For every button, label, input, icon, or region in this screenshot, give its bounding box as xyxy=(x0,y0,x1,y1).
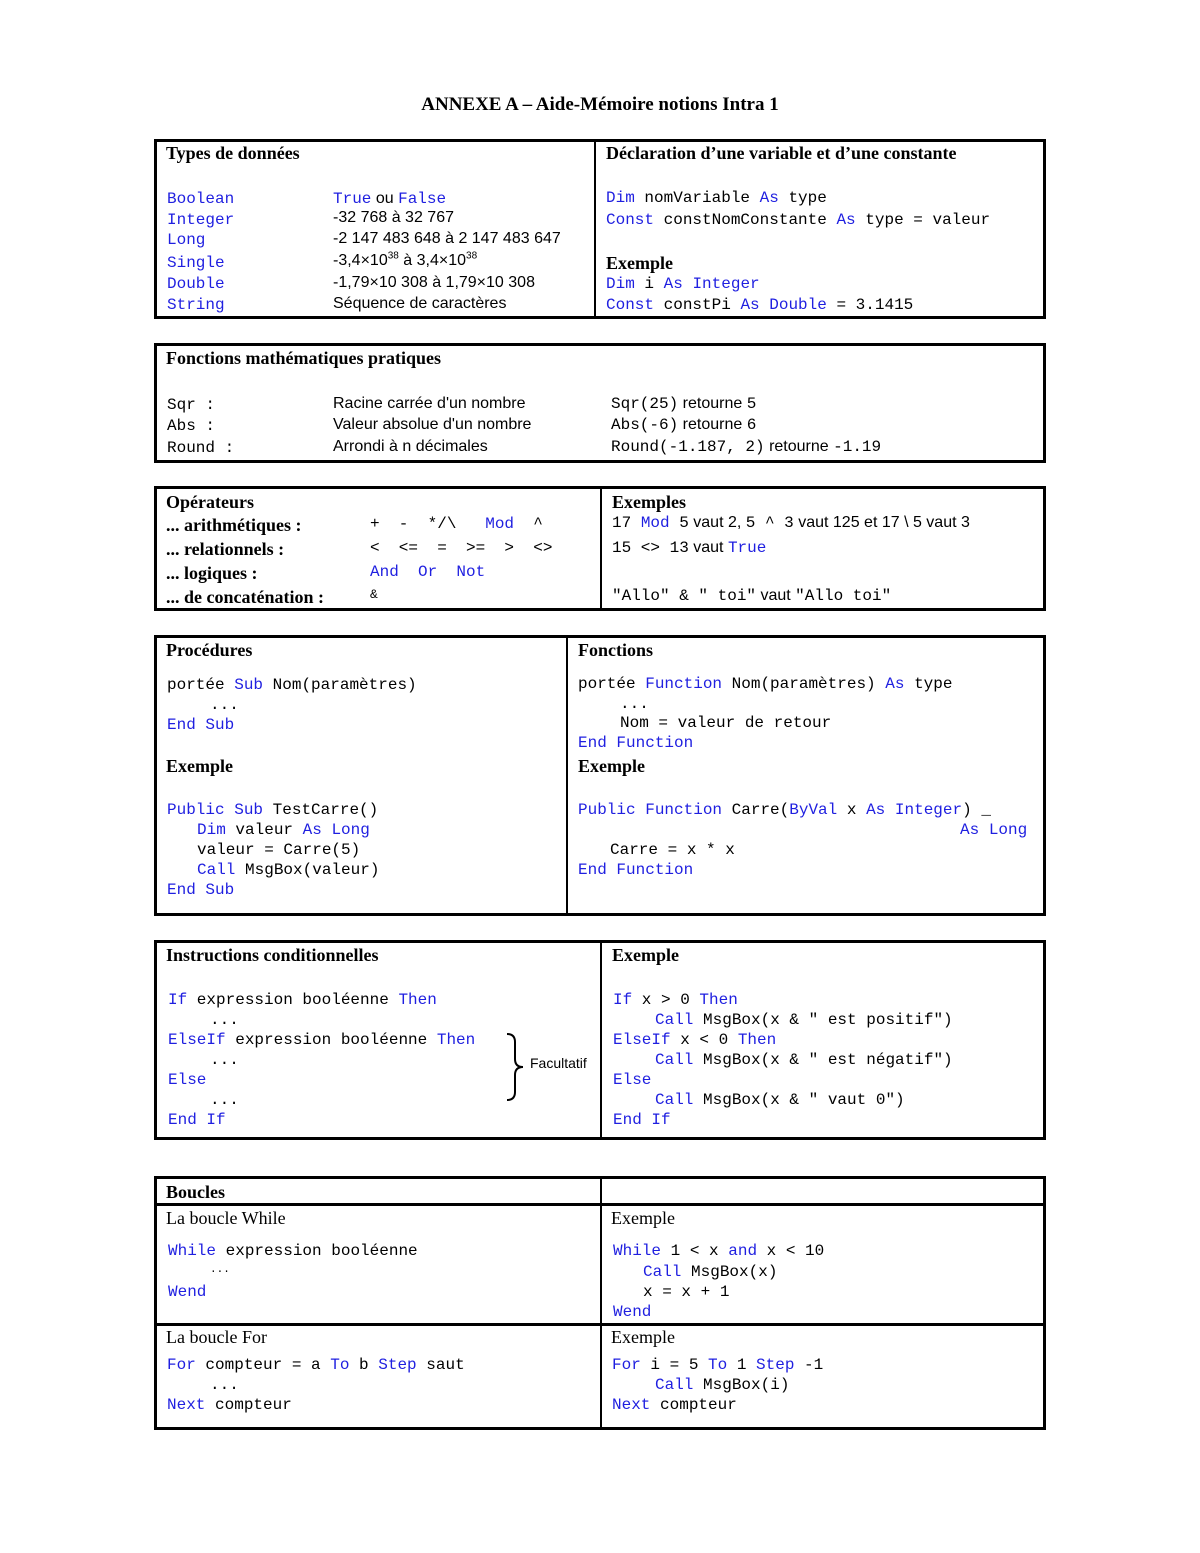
loop-title: La boucle While xyxy=(166,1208,286,1228)
math-example: Abs(-6) retourne 6 xyxy=(611,416,757,434)
code-line: Call MsgBox(x & " est négatif") xyxy=(655,1051,953,1069)
example-line: Const constPi As Double = 3.1415 xyxy=(606,296,914,314)
operators-list: + - */\ Mod ^ xyxy=(370,515,543,533)
code-line: End If xyxy=(613,1111,671,1129)
code-line: End Function xyxy=(578,861,694,879)
divider xyxy=(594,141,596,317)
operators-label: ... logiques : xyxy=(166,563,258,583)
math-fn: Round : xyxy=(167,439,235,457)
page-title: ANNEXE A – Aide-Mémoire notions Intra 1 xyxy=(421,94,779,115)
code-line: ... xyxy=(210,1264,230,1276)
brace-icon xyxy=(503,1032,527,1102)
divider xyxy=(600,942,602,1138)
code-line: Public Sub TestCarre() xyxy=(167,801,379,819)
example-line: Dim i As Integer xyxy=(606,275,760,293)
divider xyxy=(156,1203,1044,1206)
type-range: -1,79×10 308 à 1,79×10 308 xyxy=(333,274,535,291)
math-fn: Sqr : xyxy=(167,396,216,414)
type-name: Long xyxy=(167,231,206,249)
code-line: While expression booléenne xyxy=(168,1242,418,1260)
divider xyxy=(156,1323,1044,1326)
code-line: If x > 0 Then xyxy=(613,991,738,1009)
operator-example: "Allo" & " toi" vaut "Allo toi" xyxy=(612,587,892,605)
loop-title: La boucle For xyxy=(166,1327,267,1347)
code-line: valeur = Carre(5) xyxy=(197,841,361,859)
code-line: Call MsgBox(x) xyxy=(643,1263,778,1281)
loop-example-title: Exemple xyxy=(611,1327,675,1347)
code-line: Dim valeur As Long xyxy=(197,821,370,839)
math-desc: Arrondi à n décimales xyxy=(333,438,488,455)
type-range: Séquence de caractères xyxy=(333,295,507,312)
code-line: Wend xyxy=(613,1303,652,1321)
code-line: ElseIf expression booléenne Then xyxy=(168,1031,476,1049)
code-line: Call MsgBox(x & " est positif") xyxy=(655,1011,953,1029)
code-line: End If xyxy=(168,1111,226,1129)
procedures-heading: Procédures xyxy=(166,640,253,660)
divider xyxy=(600,1178,602,1428)
code-line: Call MsgBox(x & " vaut 0") xyxy=(655,1091,905,1109)
types-declaration-box xyxy=(154,139,1046,319)
operators-list: < <= = >= > <> xyxy=(370,539,553,557)
type-name: Boolean xyxy=(167,190,235,208)
operators-list: & xyxy=(370,587,378,602)
declaration-line: Const constNomConstante As type = valeur xyxy=(606,211,991,229)
code-line: End Function xyxy=(578,734,694,752)
declaration-heading: Déclaration d’une variable et d’une constante xyxy=(606,143,957,163)
code-line: Next compteur xyxy=(612,1396,737,1414)
type-range: $-3,4\times 10^{38}$ à $3,4\times 10^{38}$ xyxy=(333,250,478,269)
types-heading: Types de données xyxy=(166,143,300,163)
math-example: Sqr(25) retourne 5 xyxy=(611,395,757,413)
code-line: x = x + 1 xyxy=(643,1283,730,1301)
code-line: As Long xyxy=(960,821,1028,839)
functions-heading: Fonctions xyxy=(578,640,654,660)
type-name: Double xyxy=(167,275,225,293)
operators-list: And Or Not xyxy=(370,563,486,581)
code-line: ... xyxy=(620,695,649,713)
code-line: Nom = valeur de retour xyxy=(620,714,832,732)
divider xyxy=(566,637,568,914)
code-line: For i = 5 To 1 Step -1 xyxy=(612,1356,824,1374)
code-line: Carre = x * x xyxy=(610,841,735,859)
example-heading: Exemple xyxy=(612,945,679,965)
type-name: String xyxy=(167,296,225,314)
code-line: Wend xyxy=(168,1283,207,1301)
math-desc: Valeur absolue d'un nombre xyxy=(333,416,532,433)
code-line: For compteur = a To b Step saut xyxy=(167,1356,465,1374)
example-heading: Exemple xyxy=(578,756,645,776)
divider xyxy=(600,488,602,609)
optional-label: Facultatif xyxy=(530,1055,587,1071)
code-line: ... xyxy=(210,696,239,714)
operators-label: ... arithmétiques : xyxy=(166,515,302,535)
example-heading: Exemple xyxy=(166,756,233,776)
math-example: Round(-1.187, 2) retourne -1.19 xyxy=(611,438,882,456)
code-line: End Sub xyxy=(167,881,235,899)
declaration-line: Dim nomVariable As type xyxy=(606,189,827,207)
type-name: Integer xyxy=(167,211,235,229)
math-desc: Racine carrée d'un nombre xyxy=(333,395,526,412)
code-line: ... xyxy=(210,1091,239,1109)
code-line: ... xyxy=(210,1011,239,1029)
code-line: portée Function Nom(paramètres) As type xyxy=(578,675,953,693)
code-line: ... xyxy=(210,1051,239,1069)
code-line: ... xyxy=(210,1376,239,1394)
loops-heading: Boucles xyxy=(166,1182,226,1202)
conditionals-heading: Instructions conditionnelles xyxy=(166,945,379,965)
code-line: While 1 < x and x < 10 xyxy=(613,1242,825,1260)
loop-example-title: Exemple xyxy=(611,1208,675,1228)
operators-heading: Opérateurs xyxy=(166,492,254,512)
code-line: portée Sub Nom(paramètres) xyxy=(167,676,417,694)
operator-example: 15 <> 13 vaut True xyxy=(612,539,767,557)
code-line: If expression booléenne Then xyxy=(168,991,437,1009)
type-range: -2 147 483 648 à 2 147 483 647 xyxy=(333,230,561,247)
code-line: Call MsgBox(i) xyxy=(655,1376,790,1394)
examples-heading: Exemples xyxy=(612,492,686,512)
code-line: Else xyxy=(168,1071,207,1089)
type-name: Single xyxy=(167,254,225,272)
example-heading: Exemple xyxy=(606,253,673,273)
code-line: End Sub xyxy=(167,716,235,734)
type-range: True ou False xyxy=(333,190,447,208)
code-line: Public Function Carre(ByVal x As Integer) _ xyxy=(578,801,991,819)
operators-label: ... relationnels : xyxy=(166,539,285,559)
type-range: -32 768 à 32 767 xyxy=(333,209,454,226)
code-line: Call MsgBox(valeur) xyxy=(197,861,380,879)
code-line: Else xyxy=(613,1071,652,1089)
code-line: ElseIf x < 0 Then xyxy=(613,1031,777,1049)
operators-label: ... de concaténation : xyxy=(166,587,324,607)
math-fn: Abs : xyxy=(167,417,216,435)
code-line: Next compteur xyxy=(167,1396,292,1414)
math-heading: Fonctions mathématiques pratiques xyxy=(166,348,442,368)
operator-example: 17 Mod 5 vaut 2, 5 ^ 3 vaut 125 et 17 \ 5 vaut 3 xyxy=(612,514,970,532)
